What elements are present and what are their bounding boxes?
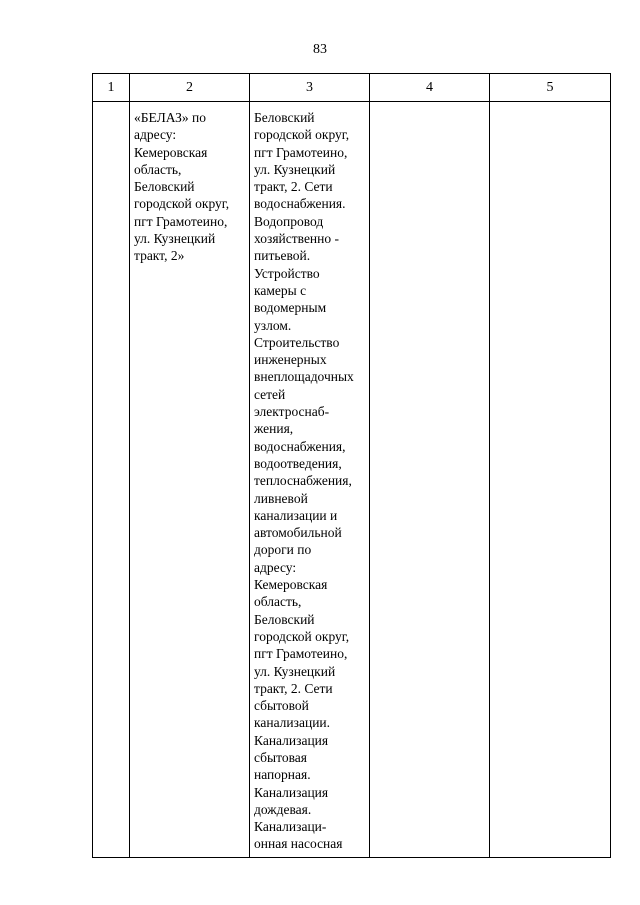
col3-line: Канализация: [254, 732, 329, 748]
cell-col2-text: [130, 102, 249, 265]
col3-line: водоснабжения.: [254, 196, 346, 212]
column-header-1: 1: [93, 74, 130, 102]
cell-col1-text: [93, 102, 129, 109]
table-row: [93, 102, 611, 858]
cell-col5-text: [490, 102, 610, 109]
cell-col3: [250, 102, 370, 858]
col2-line: «БЕЛАЗ» по: [134, 110, 207, 125]
cell-col4: [370, 102, 490, 858]
col3-line: ул. Кузнецкий: [254, 663, 336, 679]
col3-line: дождевая.: [254, 801, 312, 817]
cell-col2: [130, 102, 250, 858]
col3-line: Водопровод: [254, 213, 324, 229]
col3-line: Беловский: [254, 110, 315, 125]
col2-line: тракт, 2»: [134, 248, 185, 264]
col2-line: ул. Кузнецкий: [134, 231, 216, 247]
col3-line: сетей: [254, 386, 286, 402]
col3-line: городской округ,: [254, 628, 350, 644]
col3-line: инженерных: [254, 352, 327, 368]
col3-line: канализации и: [254, 507, 338, 523]
col3-line: ливневой: [254, 490, 308, 506]
cell-col5: [490, 102, 611, 858]
col3-line: теплоснабжения,: [254, 473, 352, 489]
col3-line: хозяйственно -: [254, 231, 340, 247]
col3-line: пгт Грамотеино,: [254, 646, 348, 662]
col3-line: питьевой.: [254, 248, 311, 264]
cell-col3-text: [250, 102, 369, 853]
column-header-4: 4: [370, 74, 490, 102]
col3-line: водомерным: [254, 300, 327, 316]
col3-line: сбытовая: [254, 749, 307, 765]
column-header-2: 2: [130, 74, 250, 102]
column-header-5: 5: [490, 74, 611, 102]
col3-line: камеры с: [254, 282, 307, 298]
col3-line: тракт, 2. Сети: [254, 179, 333, 195]
col2-line: адресу:: [134, 127, 177, 143]
col3-line: область,: [254, 594, 302, 610]
col2-line: область,: [134, 161, 182, 177]
column-header-3: 3: [250, 74, 370, 102]
col2-line: городской округ,: [134, 196, 230, 212]
col3-line: Кемеровская: [254, 577, 328, 593]
page-number: 83: [313, 42, 327, 57]
col3-line: сбытовой: [254, 698, 309, 714]
cell-col1: [93, 102, 130, 858]
col3-line: ул. Кузнецкий: [254, 161, 336, 177]
col3-line: Канализация: [254, 784, 329, 800]
col3-line: городской округ,: [254, 127, 350, 143]
col3-line: напорная.: [254, 767, 311, 783]
col3-line: электроснаб-: [254, 404, 330, 420]
col2-line: Беловский: [134, 179, 195, 195]
col3-line: водоотведения,: [254, 455, 342, 471]
col3-line: внеплощадочных: [254, 369, 354, 385]
col3-line: пгт Грамотеино,: [254, 144, 348, 160]
cell-col4-text: [370, 102, 489, 109]
col3-line: канализации.: [254, 715, 331, 731]
col3-line: автомобильной: [254, 525, 342, 541]
col3-line: Строительство: [254, 334, 340, 350]
document-table: [92, 73, 611, 858]
col3-line: водоснабжения,: [254, 438, 346, 454]
table-header-row: [93, 74, 611, 102]
col3-line: адресу:: [254, 559, 297, 575]
col2-line: Кемеровская: [134, 144, 208, 160]
col3-line: Устройство: [254, 265, 320, 281]
col3-line: Беловский: [254, 611, 315, 627]
col3-line: дороги по: [254, 542, 312, 558]
col3-line: узлом.: [254, 317, 292, 333]
col3-line: Канализаци-: [254, 819, 327, 835]
col2-line: пгт Грамотеино,: [134, 213, 228, 229]
col3-line: онная насосная: [254, 836, 343, 852]
col3-line: жения,: [254, 421, 294, 437]
col3-line: тракт, 2. Сети: [254, 680, 333, 696]
